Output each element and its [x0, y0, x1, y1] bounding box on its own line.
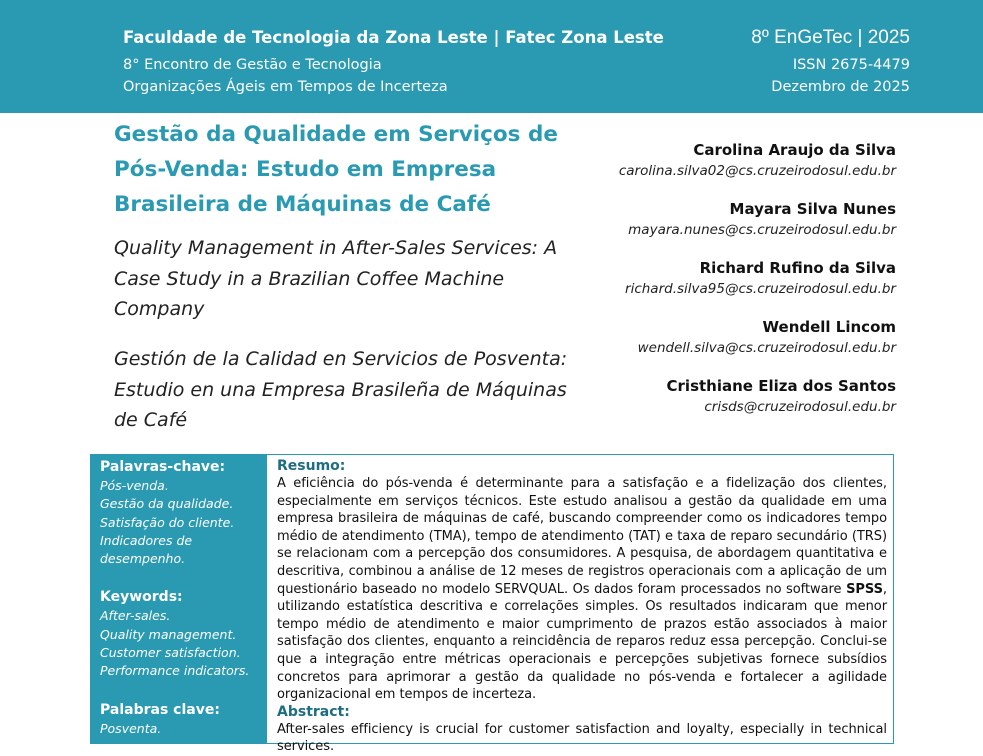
- author-email: crisds@cruzeirodosul.edu.br: [704, 399, 896, 415]
- keywords-portuguese: [100, 458, 267, 568]
- author-entry: [516, 316, 896, 375]
- title-portuguese: Gestão da Qualidade em Serviços de Pós-Venda: Estudo em Empresa Brasileira de Máquinas de Café: [114, 122, 558, 217]
- abstract-text: After-sales efficiency is crucial for customer satisfaction and loyalty, especially in technical services.: [277, 721, 887, 755]
- author-email: carolina.silva02@cs.cruzeirodosul.edu.br: [618, 163, 896, 179]
- author-email: richard.silva95@cs.cruzeirodosul.edu.br: [625, 281, 896, 297]
- keywords-heading: Palabras clave:: [100, 701, 220, 718]
- keyword: After-sales.: [100, 608, 171, 624]
- resumo-text-part2: , utilizando estatística descritiva e correlações simples. Os resultados indicaram que menor tempo médio de atendimento e maior cumprimento de prazos estão associados à maior satisfação dos clientes, enquanto a reincidência de reparos reduz essa percepção. Conclui-se que a integração entre métricas operacionais e percepções subjetivas fornece subsídios concretos para aprimorar a gestão da qualidade no pós-venda e fortalecer a agilidade organizacional em tempos de incerteza.: [277, 581, 887, 703]
- keyword: Gestão da qualidade.: [100, 496, 234, 512]
- keywords-heading: Keywords:: [100, 589, 183, 606]
- issn: ISSN 2675-4479: [792, 57, 910, 73]
- author-list: [516, 139, 896, 434]
- keywords-heading: Palavras-chave:: [100, 459, 226, 475]
- resumo-text: [277, 475, 887, 704]
- keywords-spanish: [100, 701, 267, 738]
- author-entry: [516, 198, 896, 257]
- header-banner: [0, 0, 983, 113]
- resumo-software-name: SPSS: [846, 581, 883, 597]
- author-entry: [516, 375, 896, 434]
- author-name: Mayara Silva Nunes: [729, 200, 896, 218]
- title-spanish: Gestión de la Calidad en Servicios de Posventa: Estudio en una Empresa Brasileña de Máquinas de Café: [114, 348, 568, 431]
- resumo-heading: Resumo:: [277, 458, 346, 474]
- abstract-column: [277, 458, 887, 756]
- event-name: 8° Encontro de Gestão e Tecnologia: [123, 57, 382, 73]
- author-entry: [516, 139, 896, 198]
- keyword: Quality management.: [100, 626, 237, 642]
- keyword: Performance indicators.: [100, 663, 250, 679]
- author-name: Wendell Lincom: [762, 318, 896, 336]
- publication-date: Dezembro de 2025: [771, 79, 910, 95]
- keyword: Customer satisfaction.: [100, 645, 241, 661]
- author-email: mayara.nunes@cs.cruzeirodosul.edu.br: [628, 222, 896, 238]
- author-email: wendell.silva@cs.cruzeirodosul.edu.br: [637, 340, 896, 356]
- author-name: Carolina Araujo da Silva: [693, 141, 896, 159]
- abstract-heading: Abstract:: [277, 703, 350, 720]
- organization-name: Faculdade de Tecnologia da Zona Leste | Fatec Zona Leste: [123, 28, 664, 47]
- keywords-column: [91, 455, 267, 743]
- author-name: Richard Rufino da Silva: [699, 259, 896, 277]
- abstract-box: [90, 454, 894, 755]
- keyword: Indicadores de desempenho.: [100, 532, 193, 567]
- event-theme: Organizações Ágeis em Tempos de Incerteza: [123, 79, 448, 95]
- resumo-text-part1: A eficiência do pós-venda é determinante para a satisfação e a fidelização dos clientes, especialmente em serviços técnicos. Este estudo analisou a gestão da qualidade em uma empresa brasileira de máquinas de café, buscando compreender como os indicadores tempo médio de atendimento (TMA), tempo de atendimento (TAT) e taxa de reparo secundário (TRS) se relacionam com a percepção dos consumidores. A pesquisa, de abordagem quantitativa e descritiva, combinou a análise de 12 meses de registros operacionais com a aplicação de um questionário baseado no modelo SERVQUAL. Os dados foram processados no software: [277, 476, 887, 597]
- keyword: Satisfação do cliente.: [100, 514, 235, 530]
- keyword: Posventa.: [100, 720, 162, 736]
- author-entry: [516, 257, 896, 316]
- keyword: Pós-venda.: [100, 478, 169, 493]
- author-name: Cristhiane Eliza dos Santos: [666, 377, 896, 395]
- keywords-english: [100, 588, 267, 680]
- title-english: Quality Management in After-Sales Services: A Case Study in a Brazilian Coffee Machine Company: [114, 237, 558, 320]
- event-code: 8º EnGeTec | 2025: [751, 27, 910, 48]
